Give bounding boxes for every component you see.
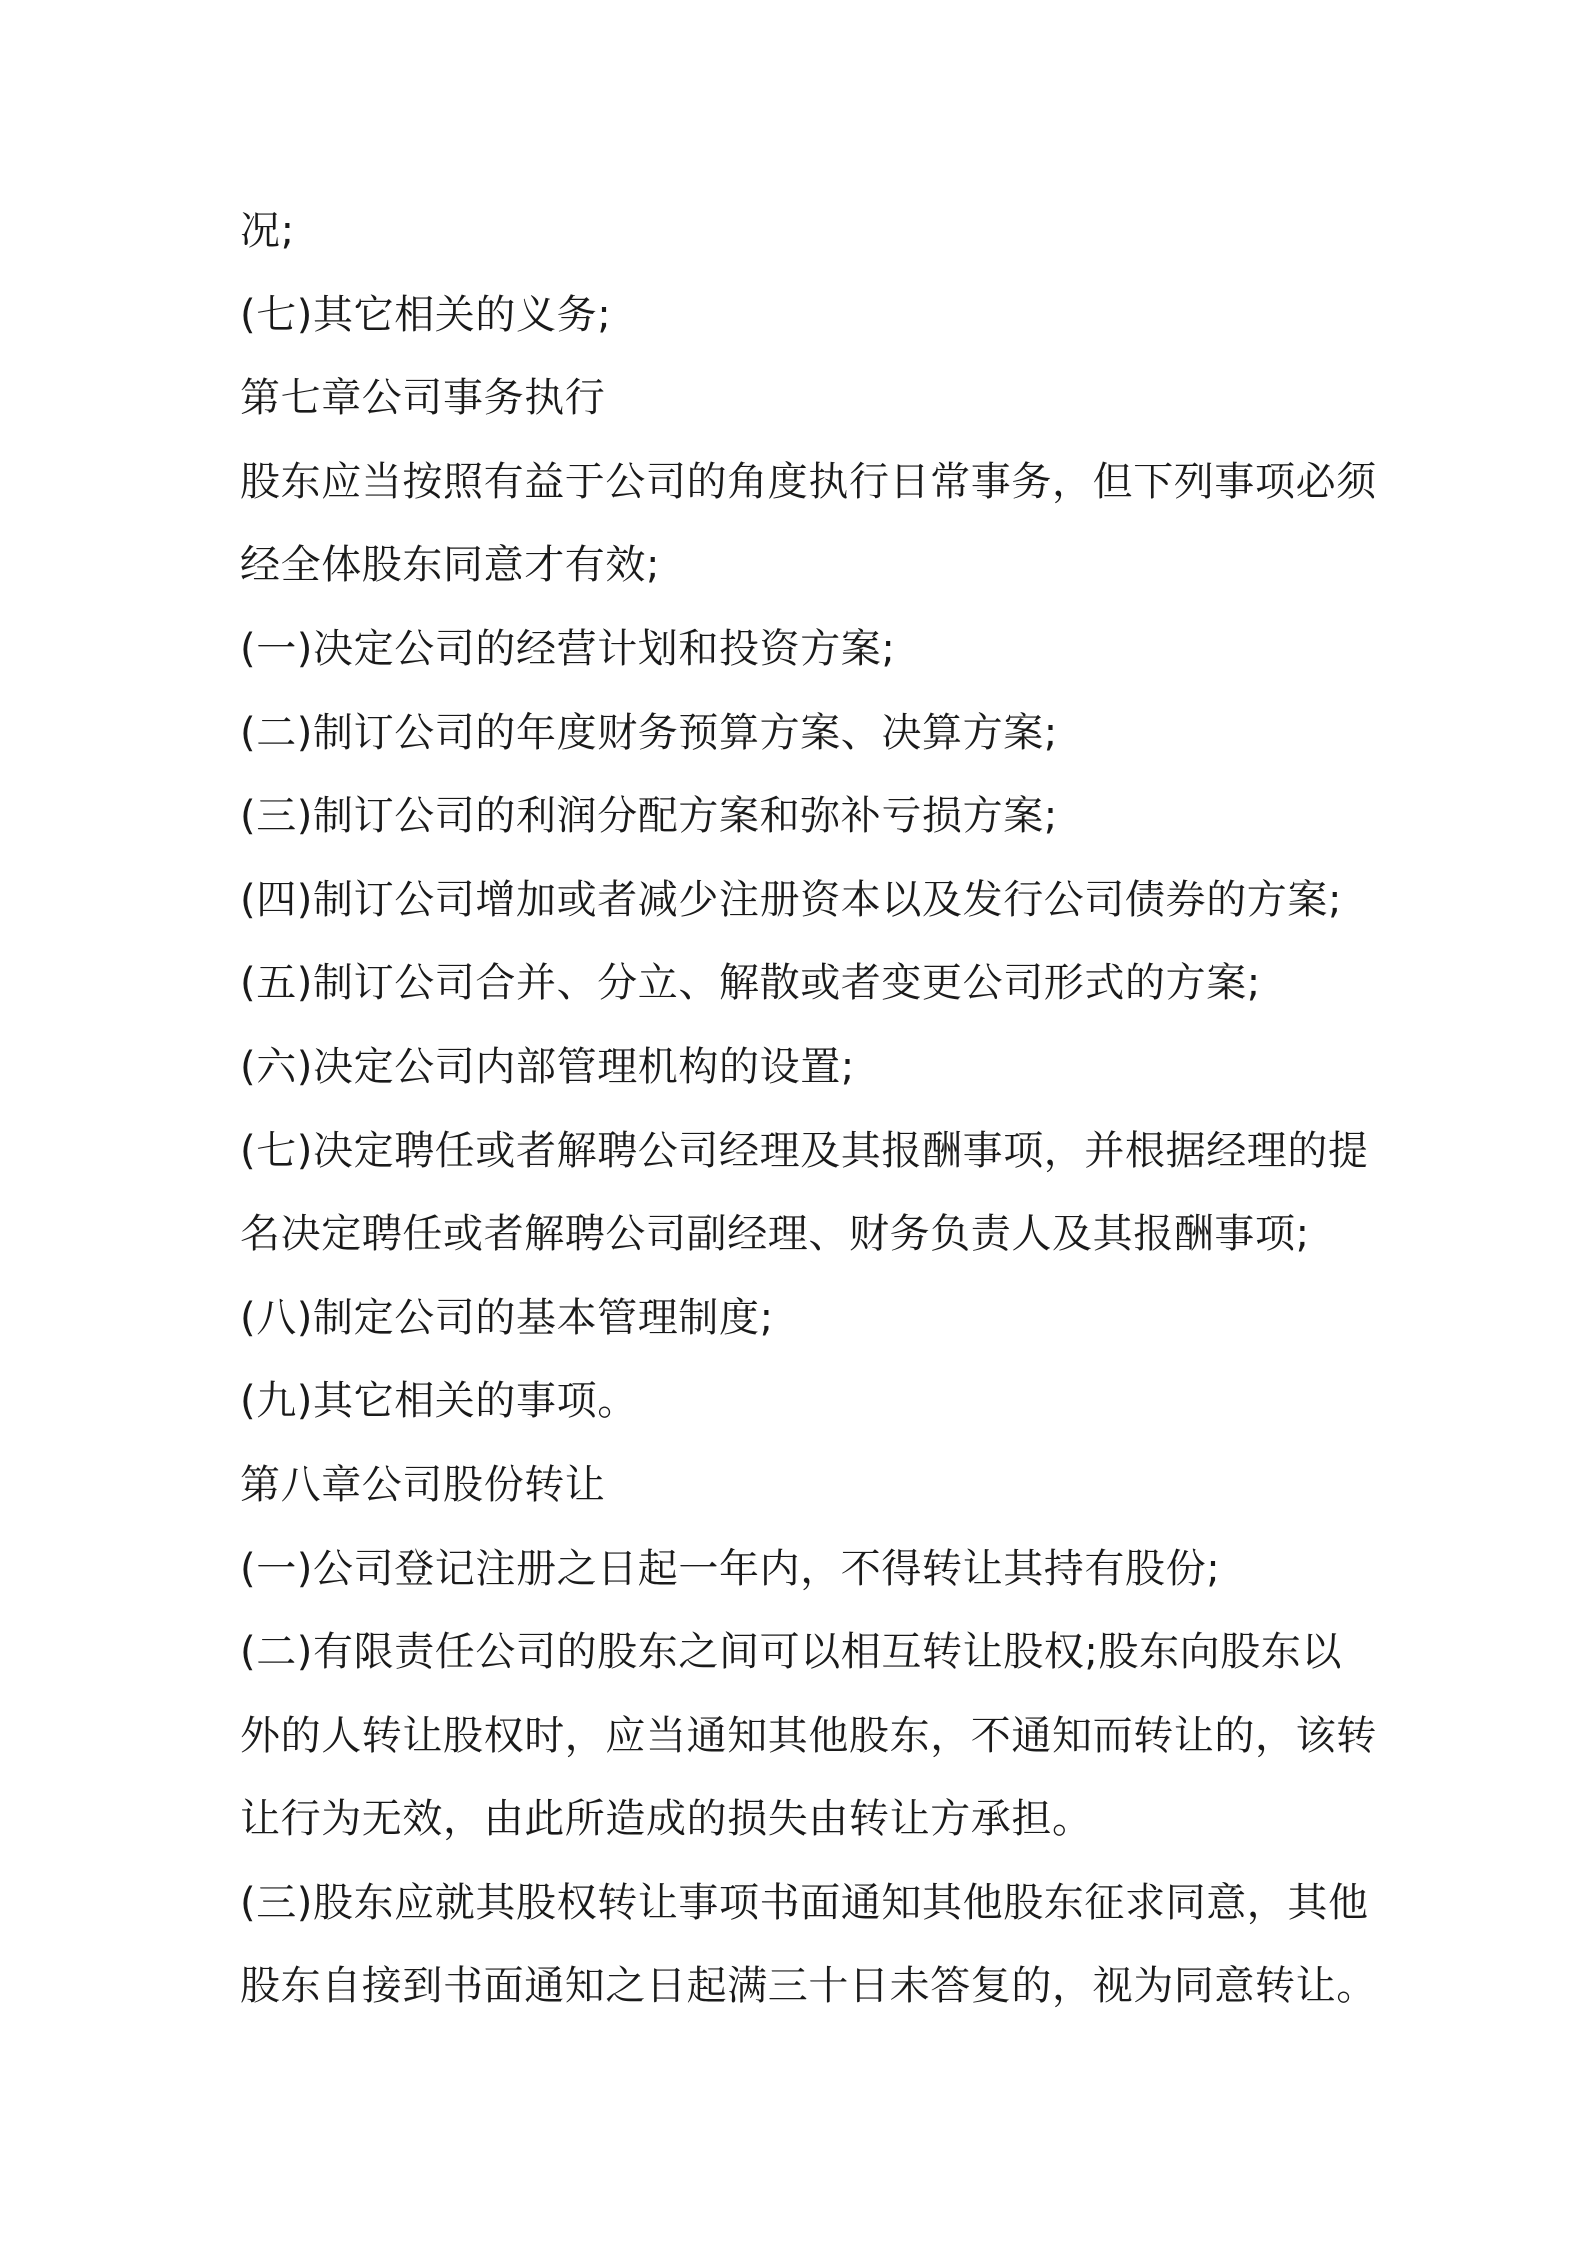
list-item: (二)制订公司的年度财务预算方案、决算方案;	[240, 709, 1058, 756]
paragraph-line: 股东应当按照有益于公司的角度执行日常事务，但下列事项必须	[240, 458, 1377, 505]
list-item: (九)其它相关的事项。	[240, 1378, 638, 1425]
list-item: (四)制订公司增加或者减少注册资本以及发行公司债券的方案;	[240, 876, 1343, 923]
list-item: (六)决定公司内部管理机构的设置;	[240, 1043, 855, 1090]
text-line: 况;	[240, 208, 295, 254]
list-item: (一)公司登记注册之日起一年内，不得转让其持有股份;	[240, 1545, 1221, 1592]
list-item-continuation: 让行为无效，由此所造成的损失由转让方承担。	[240, 1796, 1093, 1843]
list-item: (七)其它相关的义务;	[240, 291, 612, 338]
list-item: (八)制定公司的基本管理制度;	[240, 1294, 774, 1341]
list-item: (二)有限责任公司的股东之间可以相互转让股权;股东向股东以	[240, 1629, 1343, 1676]
list-item-continuation: 名决定聘任或者解聘公司副经理、财务负责人及其报酬事项;	[240, 1211, 1310, 1258]
list-item: (三)股东应就其股权转让事项书面通知其他股东征求同意，其他	[240, 1879, 1369, 1926]
list-item: (七)决定聘任或者解聘公司经理及其报酬事项，并根据经理的提	[240, 1127, 1369, 1174]
chapter-heading: 第七章公司事务执行	[240, 375, 606, 422]
list-item: (一)决定公司的经营计划和投资方案;	[240, 625, 896, 672]
list-item-continuation: 股东自接到书面通知之日起满三十日未答复的，视为同意转让。	[240, 1963, 1377, 2010]
list-item: (五)制订公司合并、分立、解散或者变更公司形式的方案;	[240, 960, 1261, 1007]
paragraph-line: 经全体股东同意才有效;	[240, 542, 661, 589]
list-item-continuation: 外的人转让股权时，应当通知其他股东，不通知而转让的，该转	[240, 1712, 1377, 1759]
list-item: (三)制订公司的利润分配方案和弥补亏损方案;	[240, 793, 1058, 840]
chapter-heading: 第八章公司股份转让	[240, 1461, 606, 1508]
document-body	[240, 190, 1377, 2029]
